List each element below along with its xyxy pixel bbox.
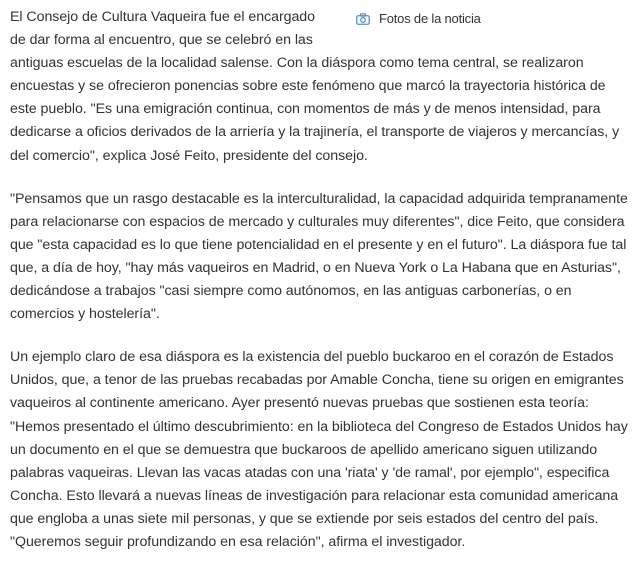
- article-paragraph: Un ejemplo claro de esa diáspora es la existencia del pueblo buckaroo en el corazón de Estados Unidos, que, a tenor de las pruebas recabadas por Amable Concha, tiene su origen en emigrantes vaqueiros al continente americano. Ayer presentó nuevas pruebas que sostienen esta teoría: "Hemos presentado el último descubrimiento: en la biblioteca del Congreso de Estados Unidos hay un documento en el que se demuestra que buckaroos de apellido americano siguen utilizando palabras vaqueiras. Llevan las vacas atadas con una 'riata' y 'de ramal', por ejemplo", especifica Concha. Esto llevará a nuevas líneas de investigación para relacionar esta comunidad americana que engloba a unas siete mil personas, y que se extiende por seis estados del centro del país. "Queremos seguir profundizando en esa relación", afirma el investigador.: [10, 349, 628, 550]
- article-paragraph: "Pensamos que un rasgo destacable es la interculturalidad, la capacidad adquirida tempranamente para relacionarse con espacios de mercado y culturales muy diferentes", dice Feito, que considera que "esta capacidad es lo que tiene potencialidad en el presente y en el futuro". La diáspora fue tal que, a día de hoy, "hay más vaqueiros en Madrid, o en Nueva York o La Habana que en Asturias", dedicándose a trabajos "casi siempre como autónomos, en las antiguas carbonerías, o en comercios y hostelería".: [10, 190, 628, 323]
- photos-link[interactable]: [356, 7, 481, 30]
- photos-link-label: Fotos de la noticia: [379, 11, 481, 26]
- photos-box: [335, 6, 630, 52]
- article-paragraph: El Consejo de Cultura Vaqueira fue el encargado de dar forma al encuentro, que se celebró en las antiguas escuelas de la localidad salense. Con la diáspora como tema central, se realizaron encuestas y se ofrecieron ponencias sobre este fenómeno que marcó la trayectoria histórica de este pueblo. "Es una emigración continua, con momentos de más y de menos intensidad, para dedicarse a oficios derivados de la arriería y la trajinería, el transporte de viajeros y mercancías, y del comercio", explica José Feito, presidente del consejo.: [10, 9, 620, 164]
- article-body: [10, 6, 630, 574]
- camera-icon: [356, 13, 370, 25]
